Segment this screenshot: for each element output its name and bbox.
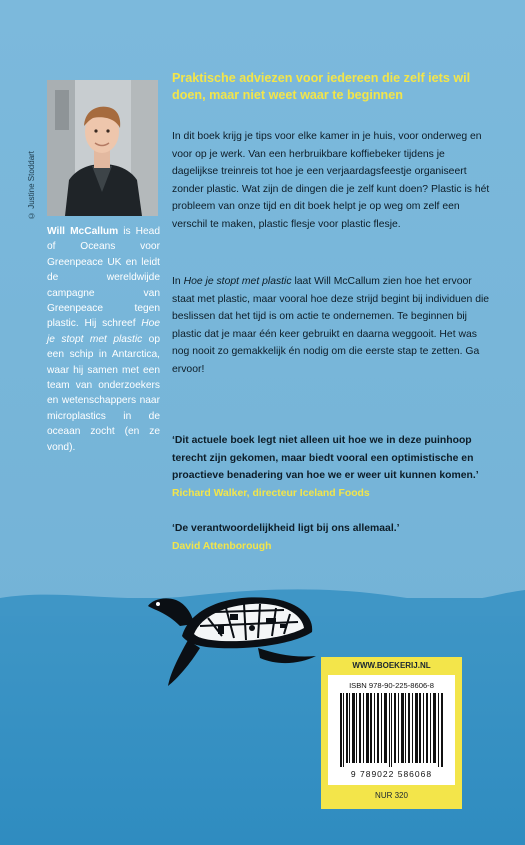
- paragraph-1: In dit boek krijg je tips voor elke kamer in je huis, voor onderweg en voor op je werk. Van een herbruikbare koffiebeker tijdens je dagelijkse treinreis tot hoe je een verjaardagsfeestje organiseert zonder plastic. Wat zijn de dingen die je zelf kunt doen? Plastic is hét probleem van onze tijd en dit boek helpt je op weg om zelf een verschil te maken, plastic flesje voor plastic flesje.: [172, 131, 490, 230]
- bio-book-title: Hoe je stopt met plastic: [47, 318, 160, 345]
- paragraph-2-prefix: In: [172, 276, 184, 287]
- quote-1: [172, 432, 492, 502]
- paragraph-2-book-title: Hoe je stopt met plastic: [183, 276, 292, 287]
- quote-1-text: ‘Dit actuele boek legt niet alleen uit hoe we in deze puinhoop terecht zijn gekomen, maar biedt vooral een optimistische en proactieve benadering van hoe we er weer uit kunnen komen.’: [172, 435, 479, 482]
- author-bio: [47, 224, 160, 455]
- headline: Praktische adviezen voor iedereen die zelf iets wil doen, maar niet weet waar te beginnen: [172, 71, 471, 102]
- paragraph-2: [172, 273, 490, 379]
- author-name: Will McCallum: [47, 226, 119, 237]
- barcode-icon: [340, 693, 443, 767]
- quote-2: [172, 520, 492, 555]
- bio-text-1: is Head of Oceans voor Greenpeace UK en leidt de wereldwijde campagne van Greenpeace tegen plastic. Hij schreef: [47, 226, 160, 330]
- publisher-website: WWW.BOEKERIJ.NL: [352, 661, 431, 670]
- quote-2-attribution: David Attenborough: [172, 540, 272, 552]
- quote-1-attribution: Richard Walker, directeur Iceland Foods: [172, 487, 370, 499]
- barcode-area: [328, 675, 455, 785]
- photo-credit: © Justine Stoddart: [27, 150, 36, 220]
- nur-code: NUR 320: [375, 791, 408, 800]
- paragraph-2-text: laat Will McCallum zien hoe het ervoor staat met plastic, maar vooral hoe deze strijd begint bij individuen die beslissen dat het tijd is om actie te ondernemen. Te beginnen bij plastic dat je maar één keer gebruikt en daarna weggooit. Het was nog nooit zo gemakkelijk én nodig om die eerste stap te zetten. Ga ervoor!: [172, 276, 490, 375]
- isbn-number: ISBN 978-90-225-8606-8: [349, 681, 434, 690]
- quote-2-text: ‘De verantwoordelijkheid ligt bij ons allemaal.’: [172, 523, 400, 534]
- bio-text-2: op een schip in Antarctica, waar hij samen met een team van onderzoekers en wetenschappers naar microplastics in de oceaan zocht (en ze vond).: [47, 333, 160, 453]
- author-photo: [47, 80, 158, 216]
- barcode-digits: 9 789022 586068: [350, 769, 433, 779]
- barcode-panel: [321, 657, 462, 809]
- sea-turtle-plastic-shell-icon: [148, 578, 348, 688]
